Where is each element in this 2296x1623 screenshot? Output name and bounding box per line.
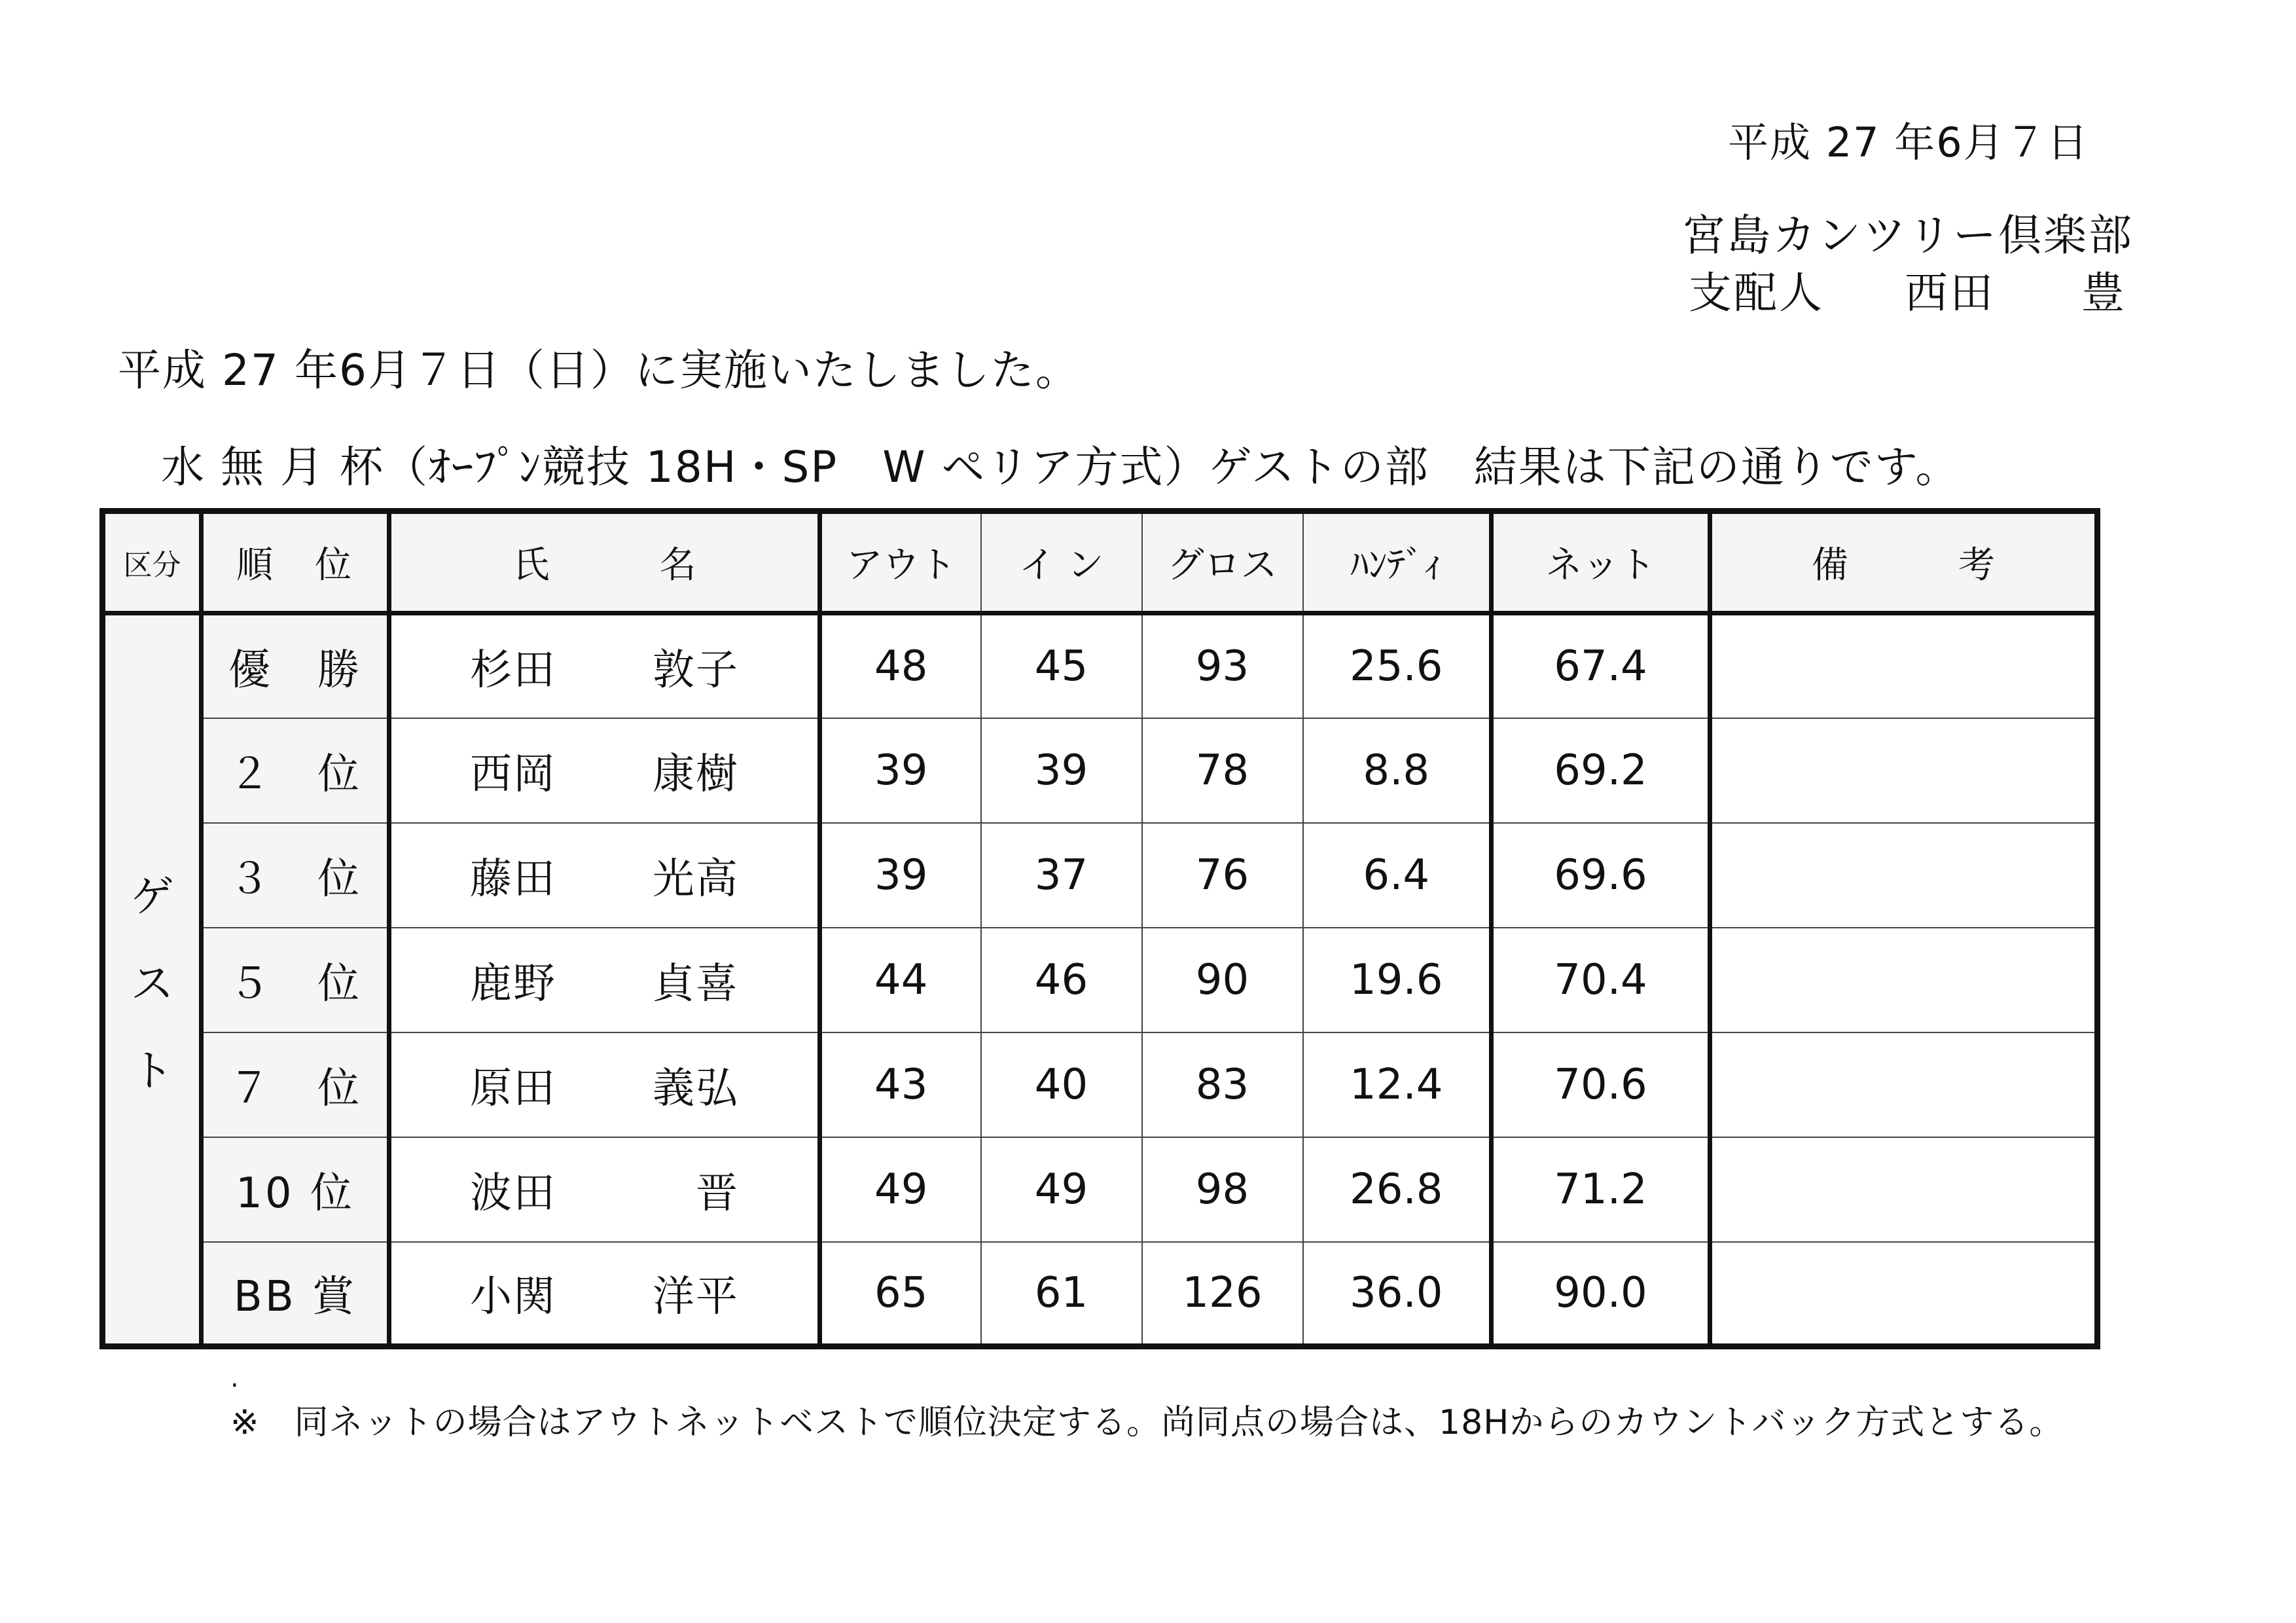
rank-cell: ７ 位 [202,1032,389,1137]
given-name: 敦子 [653,646,739,695]
competition-subtitle: 水 無 月 杯（ｵｰﾌﾟﾝ競技 18H・SP W ペリア方式）ゲストの部 結果は下記の通りです。 [161,442,1960,492]
gross-cell: 78 [1142,718,1303,823]
manager-family-name: 西田 [1905,268,1995,318]
net-cell: 69.6 [1492,823,1710,928]
remarks-cell [1710,928,2098,1032]
results-table [99,508,2100,1349]
table-row [103,613,2098,718]
family-name: 藤田 [470,854,556,903]
name-cell [389,1032,820,1137]
handicap-cell: 26.8 [1303,1137,1492,1242]
given-name: 義弘 [653,1064,739,1113]
header-gross: グロス [1142,511,1303,613]
net-cell: 67.4 [1492,613,1710,718]
name-cell [389,718,820,823]
manager-title: 支配人 [1689,268,1824,318]
out-cell: 48 [820,613,981,718]
document-date: 平成 27 年6月７日 [1728,119,2089,166]
name-cell [389,1242,820,1347]
out-cell: 65 [820,1242,981,1347]
rank-cell: ２ 位 [202,718,389,823]
handicap-cell: 25.6 [1303,613,1492,718]
rank-cell: 優 勝 [202,613,389,718]
table-row [103,718,2098,823]
handicap-cell: 8.8 [1303,718,1492,823]
gross-cell: 93 [1142,613,1303,718]
table-header-row [103,511,2098,613]
given-name: 晋 [696,1169,739,1218]
rank-cell: ３ 位 [202,823,389,928]
given-name: 光高 [653,854,739,903]
table-row [103,928,2098,1032]
in-cell: 46 [981,928,1142,1032]
family-name: 小関 [470,1272,556,1321]
handicap-cell: 6.4 [1303,823,1492,928]
header-category: 区分 [103,511,202,613]
gross-cell: 90 [1142,928,1303,1032]
club-name: 宮島カンツリー倶楽部 [1682,210,2134,261]
in-cell: 61 [981,1242,1142,1347]
intro-text: 平成 27 年6月７日（日）に実施いたしました。 [118,345,1080,395]
category-char: ト [130,1045,174,1096]
gross-cell: 76 [1142,823,1303,928]
net-cell: 71.2 [1492,1137,1710,1242]
in-cell: 45 [981,613,1142,718]
handicap-cell: 36.0 [1303,1242,1492,1347]
remarks-cell [1710,718,2098,823]
given-name: 洋平 [653,1272,739,1321]
remarks-cell [1710,1137,2098,1242]
manager-given-name: 豊 [2081,268,2125,318]
name-cell [389,1137,820,1242]
table-row [103,1032,2098,1137]
out-cell: 39 [820,718,981,823]
header-in: イ ン [981,511,1142,613]
out-cell: 49 [820,1137,981,1242]
header-out: アウト [820,511,981,613]
table-row [103,1137,2098,1242]
family-name: 波田 [470,1169,556,1218]
family-name: 西岡 [470,750,556,799]
remarks-cell [1710,1032,2098,1137]
handicap-cell: 19.6 [1303,928,1492,1032]
given-name: 康樹 [653,750,739,799]
out-cell: 43 [820,1032,981,1137]
table-row [103,1242,2098,1347]
gross-cell: 126 [1142,1242,1303,1347]
header-net: ネット [1492,511,1710,613]
family-name: 鹿野 [470,959,556,1008]
family-name: 杉田 [470,646,556,695]
net-cell: 90.0 [1492,1242,1710,1347]
gross-cell: 98 [1142,1137,1303,1242]
footnote-dot: . [230,1363,239,1393]
net-cell: 70.4 [1492,928,1710,1032]
remarks-cell [1710,613,2098,718]
family-name: 原田 [470,1064,556,1113]
net-cell: 69.2 [1492,718,1710,823]
header-remarks: 備 考 [1710,511,2098,613]
in-cell: 40 [981,1032,1142,1137]
in-cell: 39 [981,718,1142,823]
handicap-cell: 12.4 [1303,1032,1492,1137]
name-cell [389,928,820,1032]
given-name: 貞喜 [653,959,739,1008]
gross-cell: 83 [1142,1032,1303,1137]
category-char: ス [130,958,174,1009]
name-cell [389,823,820,928]
rank-cell: BB 賞 [202,1242,389,1347]
rank-cell: ５ 位 [202,928,389,1032]
remarks-cell [1710,823,2098,928]
name-cell [389,613,820,718]
out-cell: 39 [820,823,981,928]
category-char: ゲ [130,871,174,922]
net-cell: 70.6 [1492,1032,1710,1137]
rank-cell: 10 位 [202,1137,389,1242]
in-cell: 37 [981,823,1142,928]
remarks-cell [1710,1242,2098,1347]
category-cell [103,613,202,1347]
in-cell: 49 [981,1137,1142,1242]
table-row [103,823,2098,928]
footnote: ※ 同ネットの場合はアウトネットベストで順位決定する。尚同点の場合は、18Hからのカウントバック方式とする。 [230,1403,2064,1442]
manager-signature [1689,258,2125,320]
header-handicap: ﾊﾝﾃﾞｨ [1303,511,1492,613]
out-cell: 44 [820,928,981,1032]
header-rank: 順 位 [202,511,389,613]
header-name: 氏 名 [389,511,820,613]
